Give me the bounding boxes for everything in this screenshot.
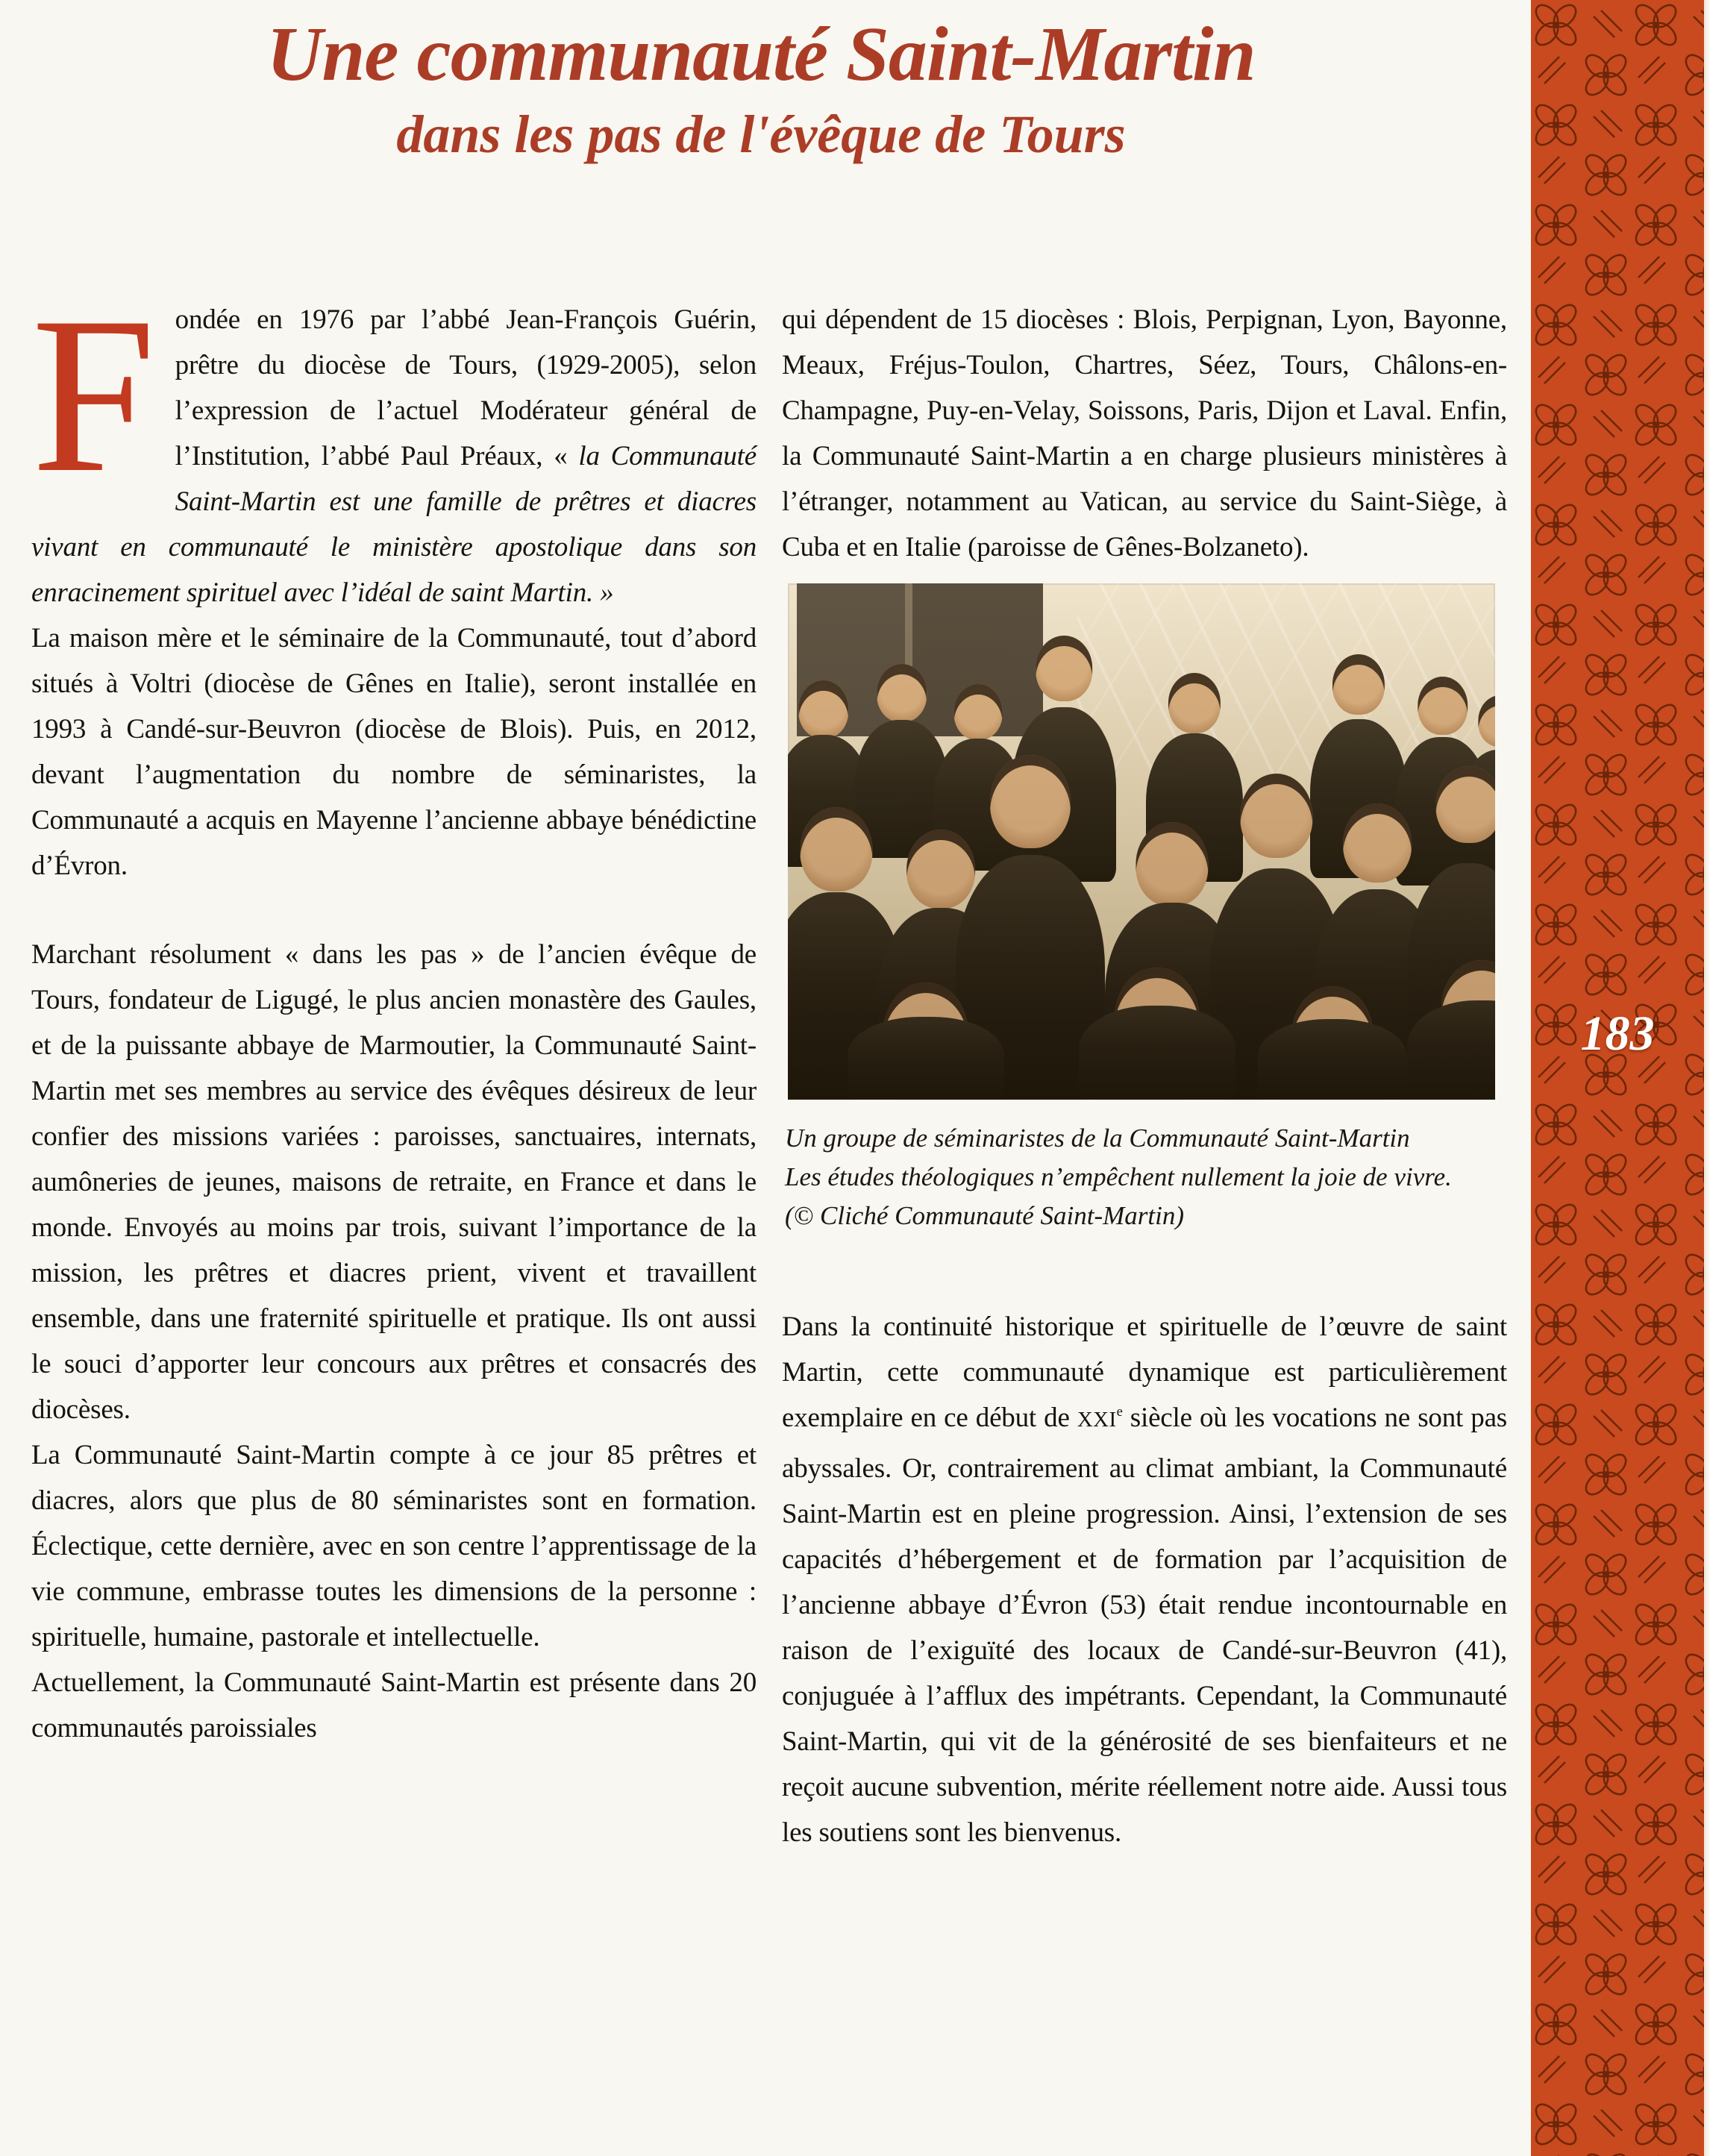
article-title-line1: Une communauté Saint-Martin — [266, 11, 1256, 97]
paragraph-continuite-start: Dans la continuité historique et spirituelle de l’œuvre de saint Martin, cette communauté dynamique est particulièrement exemplaire en ce début de — [782, 1312, 1507, 1433]
century-small-caps: XXI — [1077, 1408, 1117, 1432]
paragraph-actuellement: Actuellement, la Communauté Saint-Martin est présente dans 20 communautés paroissiales — [31, 1667, 757, 1743]
photo-caption-line2: Les études théologiques n’empêchent nullement la joie de vivre. — [785, 1162, 1452, 1191]
seminarian-figure — [1258, 986, 1407, 1100]
right-column — [782, 297, 1507, 1855]
paragraph-dioceses: qui dépendent de 15 diocèses : Blois, Perpignan, Lyon, Bayonne, Meaux, Fréjus-Toulon, Chartres, Séez, Tours, Châlons-en-Champagne, Puy-en-Velay, Soissons, Paris, Dijon et Laval. Enfin, la Communauté Saint-Martin a en charge plusieurs ministères à l’étranger, notamment au Vatican, au service du Saint-Siège, à Cuba et en Italie (paroisse de Gênes-Bolzaneto). — [782, 304, 1507, 562]
seminarians-group-photo — [788, 583, 1495, 1100]
paragraph-marchant: Marchant résolument « dans les pas » de l’ancien évêque de Tours, fondateur de Ligugé, le plus ancien monastère des Gaules, et de la puissante abbaye de Marmoutier, la Communauté Saint-Martin met ses membres au service des évêques désireux de leur confier des missions variées : paroisses, sanctuaires, internats, aumôneries de jeunes, maisons de retraite, en France et dans le monde. Envoyés au moins par trois, suivant l’importance de la mission, les prêtres et diacres prient, vivent et travaillent ensemble, dans une fraternité spirituelle et pratique. Ils ont aussi le souci d’apporter leur concours aux prêtres et consacrés des diocèses. — [31, 939, 757, 1425]
paragraph-continuite-end: siècle où les vocations ne sont pas abyssales. Or, contrairement au climat ambiant, la Communauté Saint-Martin est en pleine progression. Ainsi, l’extension de ses capacités d’hébergement et de formation par l’acquisition de l’ancienne abbaye d’Évron (53) était rendue incontournable en raison de l’exiguïté des locaux de Candé-sur-Beuvron (41), conjuguée à l’afflux des impétrants. Cependant, la Communauté Saint-Martin, qui vit de la générosité de ses bienfaiteurs et ne reçoit aucune subvention, mérite réellement notre aide. Aussi tous les soutiens sont les bienvenus. — [782, 1403, 1507, 1848]
century-superscript: e — [1116, 1405, 1123, 1420]
seminarian-figure — [848, 983, 1004, 1100]
paragraph-founding-quote: la Communauté Saint-Martin est une famille de prêtres et diacres vivant en communauté le ministère apostolique dans son enracinement spirituel avec l’idéal de saint Martin. » — [31, 441, 757, 608]
page-edge-highlight — [1704, 0, 1710, 2156]
page-number: 183 — [1580, 1006, 1655, 1061]
seminarian-figure — [1079, 968, 1235, 1100]
paragraph-continuite — [782, 1304, 1507, 1855]
article-title-line2: dans les pas de l'évêque de Tours — [396, 104, 1126, 165]
photo-caption — [785, 1119, 1507, 1235]
paragraph-founding-text: ondée en 1976 par l’abbé Jean-François Guérin, prêtre du diocèse de Tours, (1929-2005), selon l’expression de l’actuel Modérateur général de l’Institution, l’abbé Paul Préaux, « — [175, 304, 757, 471]
paragraph-effectifs: La Communauté Saint-Martin compte à ce jour 85 prêtres et diacres, alors que plus de 80 séminaristes sont en formation. Éclectique, cette dernière, avec en son centre l’apprentissage de la vie commune, embrasse toutes les dimensions de la personne : spirituelle, humaine, pastorale et intellectuelle. — [31, 1440, 757, 1652]
quatrefoil-pattern — [1531, 0, 1704, 2156]
left-column — [31, 271, 757, 1751]
dropcap-letter: F — [31, 271, 156, 518]
article-title — [0, 13, 1522, 164]
photo-caption-line3: (© Cliché Communauté Saint-Martin) — [785, 1201, 1184, 1230]
decorative-border — [1531, 0, 1704, 2156]
seminarian-figure — [1407, 960, 1495, 1100]
paragraph-maison-mere: La maison mère et le séminaire de la Communauté, tout d’abord situés à Voltri (diocèse de Gênes en Italie), seront installée en 1993 à Candé-sur-Beuvron (diocèse de Blois). Puis, en 2012, devant l’augmentation du nombre de séminaristes, la Communauté a acquis en Mayenne l’ancienne abbaye bénédictine d’Évron. — [31, 623, 757, 881]
photo-caption-line1: Un groupe de séminaristes de la Communauté Saint-Martin — [785, 1124, 1410, 1153]
paragraph-founding — [31, 271, 757, 615]
